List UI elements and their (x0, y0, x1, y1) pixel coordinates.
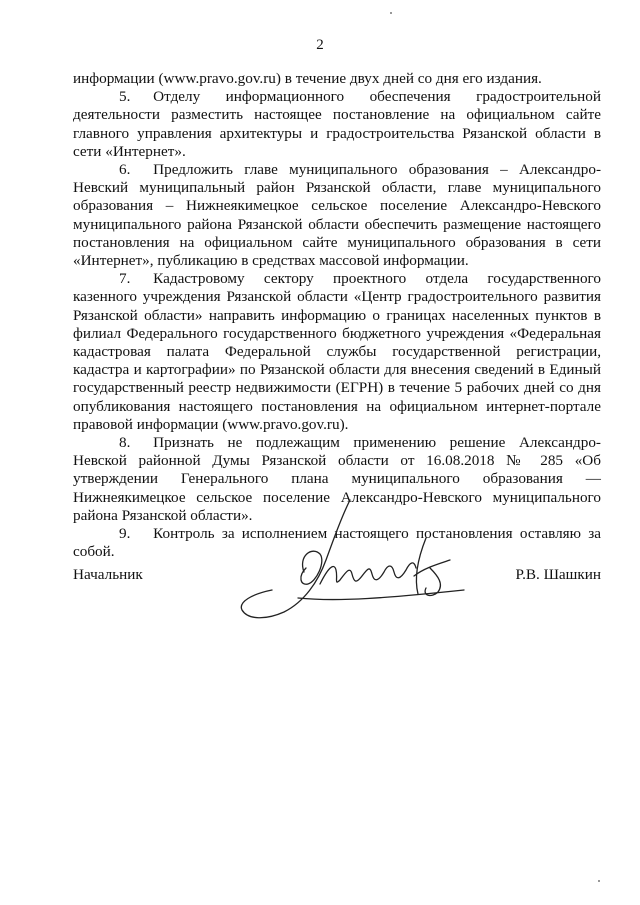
signatory-name: Р.В. Шашкин (515, 566, 601, 583)
paragraph-text: информации (www.pravo.gov.ru) в течение двух дней со дня его издания. (73, 70, 542, 87)
page-number: 2 (316, 37, 324, 53)
paragraph-6 (73, 161, 601, 270)
paragraph-text: Признать не подлежащим применению решение Александро-Невской районной Думы Рязанской области от 16.08.2018 № 285 «Об утверждении Генерального плана муниципального образования — Нижнеякимецкое сельское поселение Александро-Невского муниципального района Рязанской области». (73, 434, 601, 524)
paragraph-number: 8. (119, 434, 131, 452)
paragraph-text: Кадастровому сектору проектного отдела государственного казенного учреждения Рязанской области «Центр градостроительного развития Рязанской области» направить информацию о границах населенных пунктов в филиал Федерального государственного бюджетного учреждения «Федеральная кадастровая палата Федеральной службы государственной регистрации, кадастра и картографии» по Рязанской области для внесения сведений в Единый государственный реестр недвижимости (ЕГРН) в течение 5 рабочих дней со дня опубликования настоящего постановления на официальном интернет-портале правовой информации (www.pravo.gov.ru). (73, 270, 601, 433)
paragraph-text: Контроль за исполнением настоящего постановления оставляю за собой. (73, 525, 601, 561)
paragraph-5 (73, 88, 601, 161)
handwritten-signature (238, 498, 470, 624)
paragraph-text: Отделу информационного обеспечения градостроительной деятельности разместить настоящее постановление на официальном сайте главного управления архитектуры и градостроительства Рязанской области в сети «Интернет». (73, 88, 601, 160)
paragraph-7 (73, 270, 601, 434)
paragraph-continuation (73, 70, 601, 88)
scan-speck (598, 880, 600, 882)
signatory-title: Начальник (73, 566, 143, 583)
scan-speck (390, 12, 392, 14)
paragraph-text: Предложить главе муниципального образования – Александро-Невский муниципальный район Рязанской области, главе муниципального образования – Нижнеякимецкое сельское поселение Александро-Невского муниципального района Рязанской области обеспечить размещение настоящего постановления на официальном сайте муниципального образования в сети «Интернет», публикацию в средствах массовой информации. (73, 161, 601, 270)
paragraph-number: 5. (119, 88, 131, 106)
paragraph-number: 6. (119, 161, 131, 179)
paragraph-number: 7. (119, 270, 131, 288)
document-body (73, 70, 601, 561)
paragraph-number: 9. (119, 525, 131, 543)
